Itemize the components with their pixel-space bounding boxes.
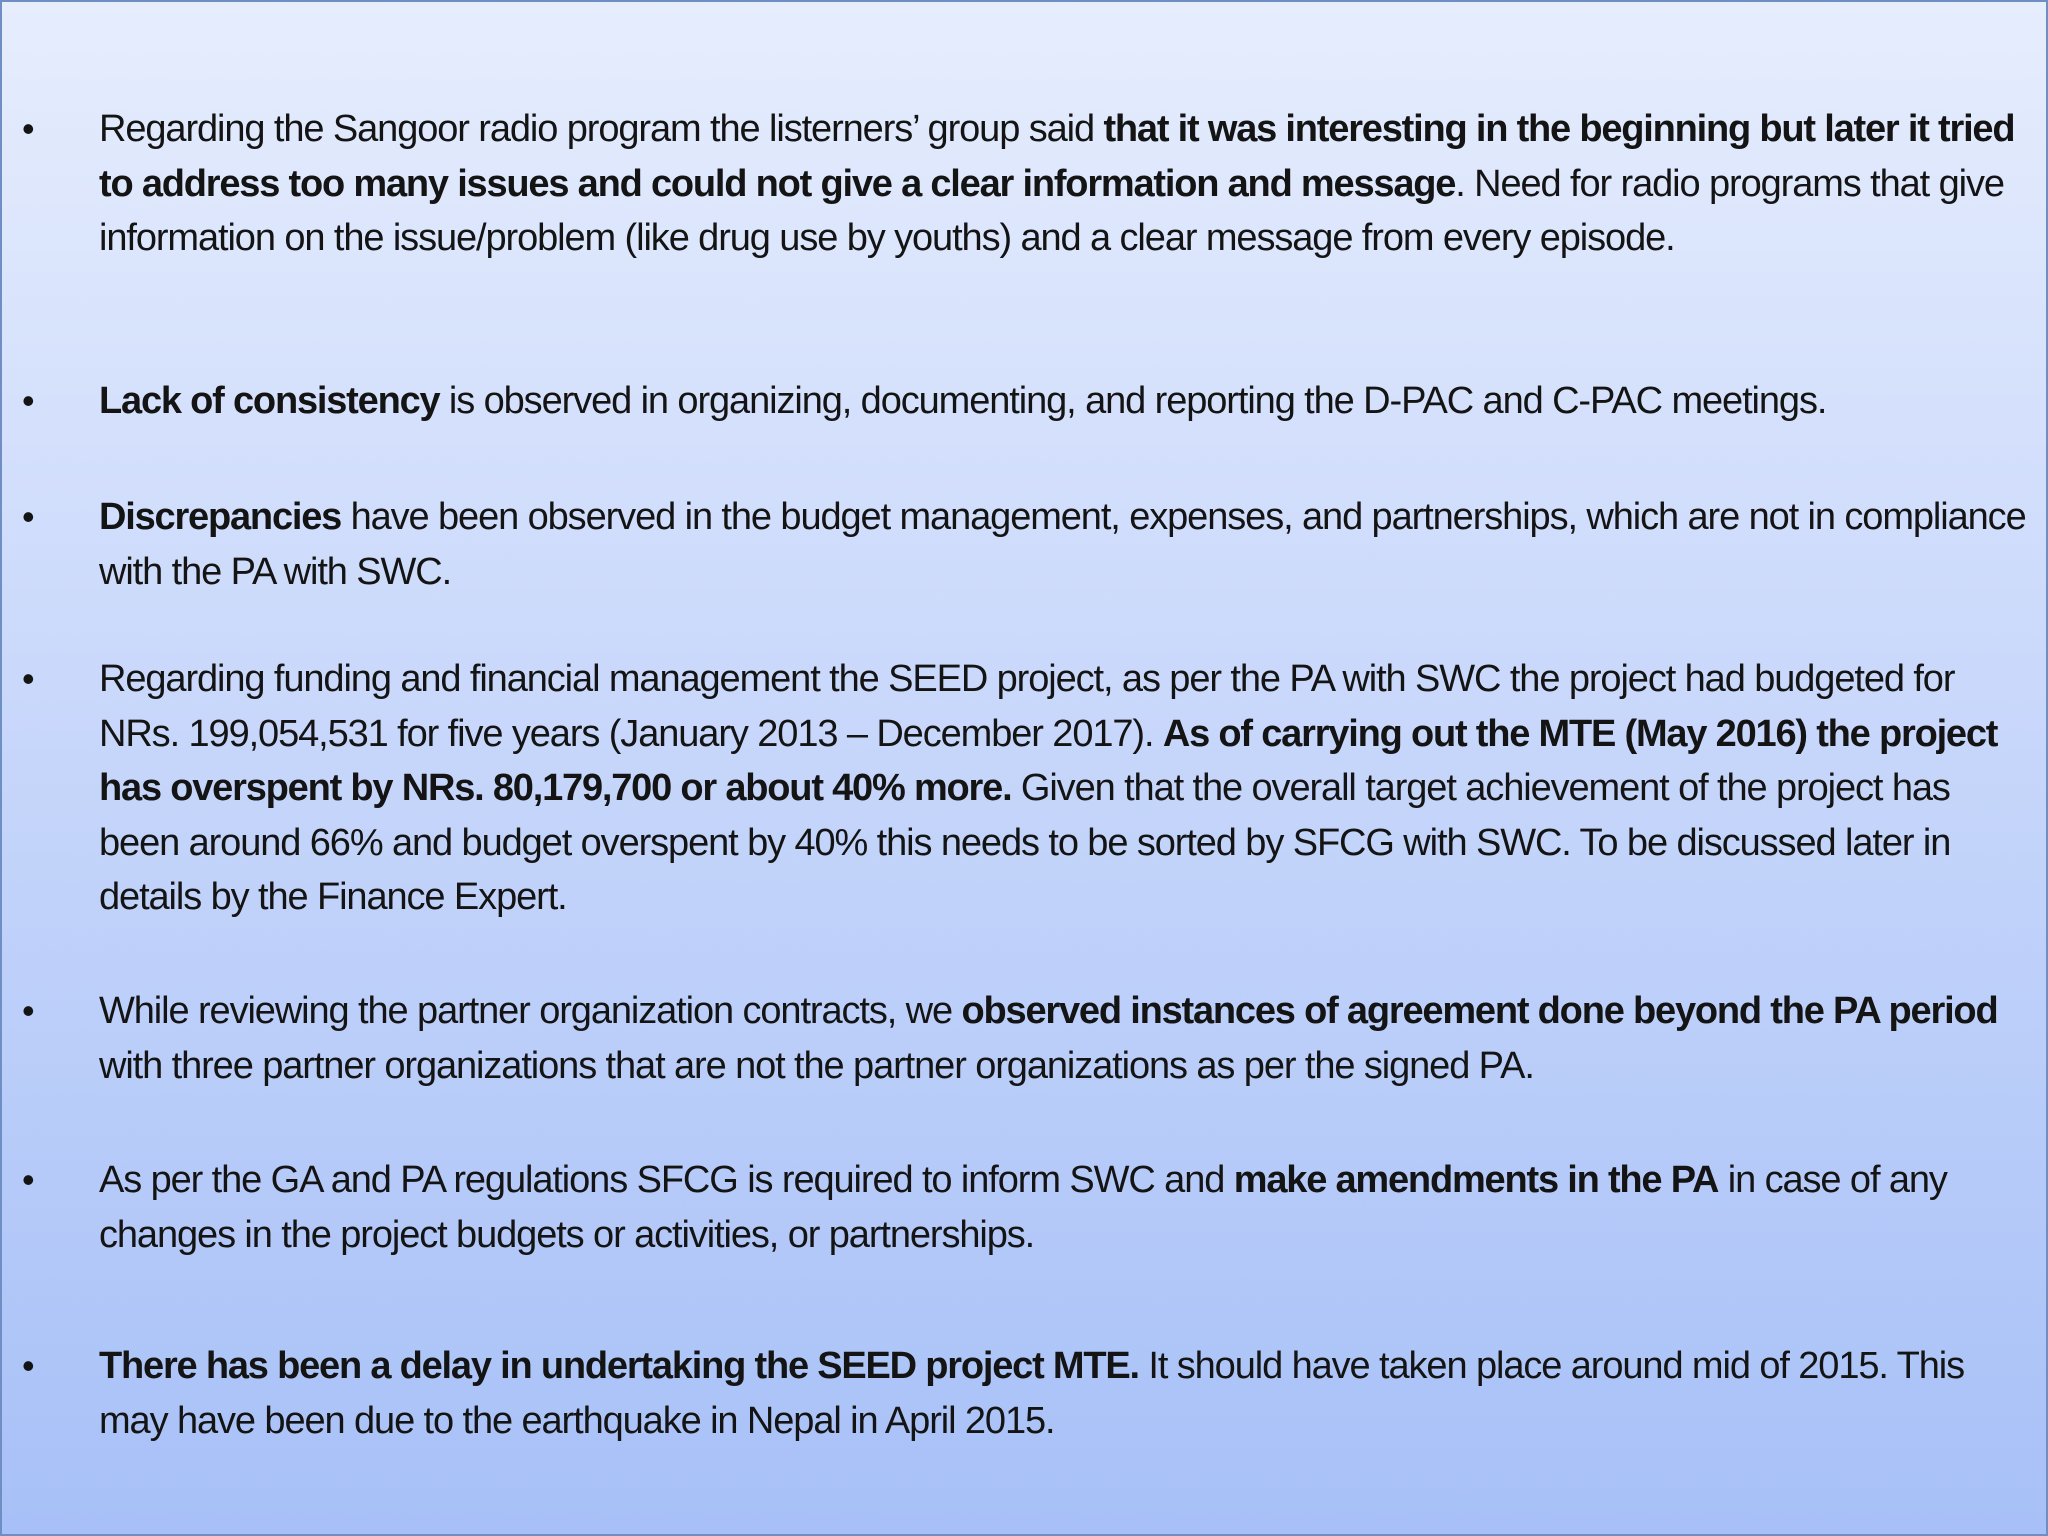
bullet-text	[99, 374, 2029, 429]
bold-segment: Discrepancies	[99, 496, 342, 538]
bold-segment: There has been a delay in undertaking the SEED project MTE.	[99, 1345, 1139, 1387]
bold-segment: As of carrying out the MTE (May 2016) the project has overspent by NRs. 80,179,700 or about 40% more.	[99, 712, 1998, 809]
bold-segment: observed instances of agreement done beyond the PA period	[961, 990, 1998, 1032]
bullet-icon: •	[22, 658, 35, 699]
text-segment: in case of any changes in the project budgets or activities, or partnerships.	[99, 1159, 1947, 1256]
bold-segment: make amendments in the PA	[1233, 1159, 1719, 1201]
bold-segment: that it was interesting in the beginning but later it tried to address too many issues and could not give a clear information and message	[99, 108, 2015, 205]
bullet-text	[99, 652, 2029, 925]
text-segment: Regarding funding and financial management the SEED project, as per the PA with SWC the project had budgeted for NRs. 199,054,531 for five years (January 2013 – December 2017).	[99, 658, 1955, 755]
text-segment: . Need for radio programs that give information on the issue/problem (like drug use by youths) and a clear message from every episode.	[99, 162, 2004, 259]
bullet-icon: •	[22, 1159, 35, 1200]
text-segment: It should have taken place around mid of 2015. This may have been due to the earthquake in Nepal in April 2015.	[99, 1345, 1965, 1442]
text-segment: Given that the overall target achievement of the project has been around 66% and budget overspent by 40% this needs to be sorted by SFCG with SWC. To be discussed later in details by the Finance Expert.	[99, 767, 1951, 918]
text-segment: Regarding the Sangoor radio program the listerners’ group said	[99, 108, 1104, 150]
text-segment: with three partner organizations that are not the partner organizations as per the signed PA.	[99, 1044, 1534, 1087]
bullet-text	[99, 984, 2029, 1093]
bullet-text	[99, 1339, 2029, 1448]
bullet-icon: •	[22, 990, 35, 1031]
bullet-text	[99, 1153, 2029, 1262]
bold-segment: Lack of consistency	[99, 380, 440, 422]
text-segment: is observed in organizing, documenting, and reporting the D-PAC and C-PAC meetings.	[439, 380, 1827, 422]
bullet-icon: •	[22, 108, 35, 149]
text-segment: As per the GA and PA regulations SFCG is required to inform SWC and	[99, 1159, 1234, 1201]
bullet-text	[99, 490, 2029, 599]
bullet-icon: •	[22, 1345, 35, 1386]
text-segment: have been observed in the budget management, expenses, and partnerships, which are not in compliance with the PA with SWC.	[99, 496, 2026, 593]
bullet-icon: •	[22, 496, 35, 537]
bullet-icon: •	[22, 380, 35, 421]
text-segment: While reviewing the partner organization contracts, we	[99, 990, 962, 1032]
bullet-text	[99, 102, 2029, 266]
